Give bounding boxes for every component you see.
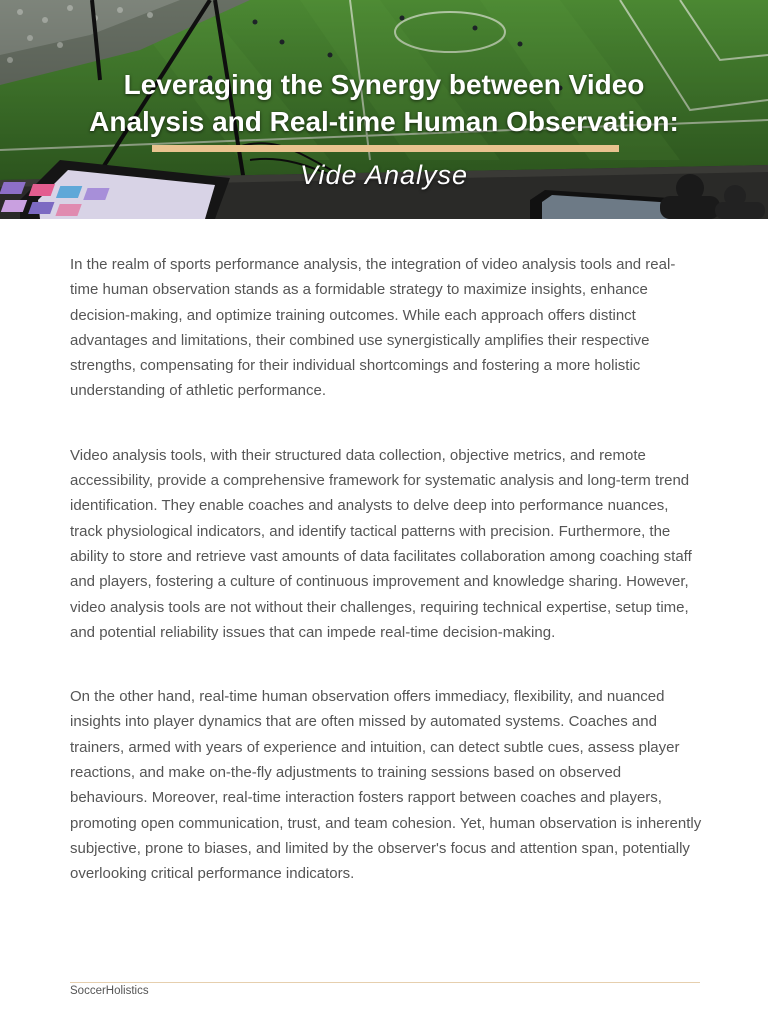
page-title-line-2: Analysis and Real-time Human Observation: xyxy=(89,106,679,137)
paragraph-intro: In the realm of sports performance analysis, the integration of video analysis tools and real-time human observation stands as a formidable strategy to maximize insights, enhance decision-making, and optimize training outcomes. While each approach offers distinct advantages and limitations, their combined use synergistically amplifies their respective strengths, compensating for their individual shortcomings and fostering a more holistic understanding of athletic performance. xyxy=(70,256,676,400)
page-title-line-1: Leveraging the Synergy between Video xyxy=(123,69,645,100)
footer-divider xyxy=(70,982,700,983)
page-title xyxy=(40,66,728,140)
paragraph-video-analysis: Video analysis tools, with their structured data collection, objective metrics, and remote accessibility, provide a comprehensive framework for systematic analysis and long-term trend identification. They enable coaches and analysts to delve deep into performance nuances, track physiological indicators, and identify tactical patterns with precision. Furthermore, the ability to store and retrieve vast amounts of data facilitates collaboration among coaching staff and players, fostering a culture of continuous improvement and knowledge sharing. However, video analysis tools are not without their challenges, requiring technical expertise, setup time, and potential reliability issues that can impede real-time decision-making. xyxy=(70,446,692,641)
footer-brand-label: SoccerHolistics xyxy=(70,985,149,997)
article-body xyxy=(70,252,702,926)
title-underline-divider xyxy=(152,145,619,152)
paragraph-human-observation: On the other hand, real-time human observation offers immediacy, flexibility, and nuanced insights into player dynamics that are often missed by automated systems. Coaches and trainers, armed with years of experience and intuition, can detect subtle cues, assess player reactions, and make on-the-fly adjustments to training sessions based on observed behaviours. Moreover, real-time interaction fosters rapport between coaches and players, promoting open communication, trust, and team cohesion. Yet, human observation is inherently subjective, prone to biases, and limited by the observer's focus and attention span, potentially overlooking critical performance indicators. xyxy=(70,688,702,883)
header-banner xyxy=(0,0,768,219)
page-subtitle: Vide Analyse xyxy=(299,160,469,190)
